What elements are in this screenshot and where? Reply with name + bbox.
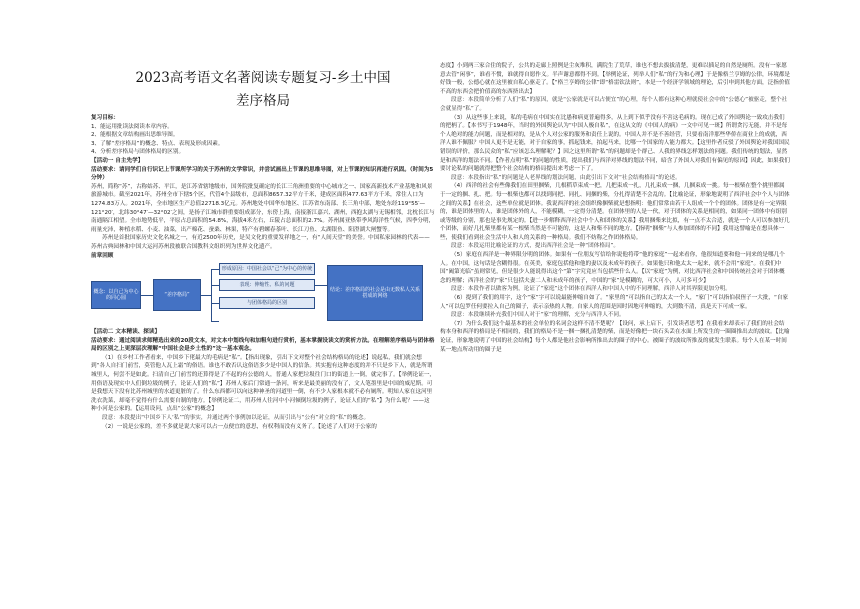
doc-title: 2023高考语文名著阅读专题复习-乡土中国: [135, 70, 391, 86]
suzhou-paragraph: 苏州，简称“苏”，古称姑苏、平江，是江苏省辖地级市，国务院批复确定的长江三角洲重要的中心城市之一、国家高新技术产业基地和风景旅游城市。截至2021年，苏州全市下辖5个区，代管4个县级市，总面积8657.32平方千米，建成区面积477.63平方千米，常住人口为1274.83万人。2021年，全市地区生产总值22718.3亿元。苏州地处中国华东地区、江苏省东南部、长三角中部，地处东经119°55′—121°20′，北纬30°47′—32°02′之间，是扬子江城市群重要组成部分，东傍上海，南接浙江嘉兴、湖州，西抱太湖与无锡相邻，北枕长江与南通隔江相望。全市地势低平，平原占总面积的54.8%，海拔4米左右，丘陵占总面积的2.7%。苏州属亚热带季风海洋性气候，四季分明，雨量充沛，种植水稻、小麦、油菜，出产棉花、蚕桑、林果，特产有碧螺春茶叶、长江刀鱼、太湖银鱼、阳澄湖大闸蟹等。: [91, 183, 435, 233]
mind-map-branch: 表现：伸缩性、私的问题: [219, 279, 315, 291]
goal-item: 1、能运用批读法阅读本章内容。: [91, 123, 173, 130]
suzhou-paragraph-2: 苏州是首批国家历史文化名城之一，有近2500年历史，是吴文化的重要发祥地之一，有“人间天堂”的美誉。中国私家园林的代表——苏州古典园林和中国大运河苏州段被联合国教科文组织列为世界文化遗产。: [91, 235, 430, 250]
mind-map-branch: 与团体格局的区别: [219, 297, 315, 309]
mind-map-branch: 形成原因：中国社会以“己”为中心的传统: [219, 263, 315, 275]
mind-map: [91, 263, 435, 325]
doc-subtitle: 差序格局: [236, 93, 290, 109]
activity2-requirement: 活动要求：通过阅读求师精选出来的20段文本，对文本中划线句和加粗句进行赏析，基本掌握设读文的赏析方法。在理解差序格局与团体格局的区别之上更深层次理解“中国社会是乡土性的”这一基本观念。: [91, 337, 435, 353]
goal-item: 4、分析差序格局与团体格局的区别。: [91, 149, 185, 156]
text-paragraph-4: （4）西洋的社会有些像我们在田里捆柴，几根稻草束成一把，几把束成一扎，几扎束成一捆，几捆束成一挑。每一根柴在整个挑里都属于一定的捆、扎、把。每一根柴也都可以找到同把、同扎、同捆的柴，分扎得清楚不会乱的。【比喻论证，形象地说明了西洋社会中个人与团体之间的关系】在社会，这些单位就是团体。我说西洋的社会组织像捆柴就是想指明：他们常常由若干人组成一个个的团体。团体是有一定界限的，谁是团体里的人，谁是团体外的人，不能模糊，一定得分清楚。在团体里的人是一伙，对于团体的关系是相同的，如果同一团体中有组别或等级的分别，那也是事先规定的。【进一步解释西洋社会中个人和团体的关系】我用捆柴来比拟，有一点不太合适，就是一个人可以参加好几个团体，而好几扎柴里都有某一根柴当然是不可能的，这是人和柴不同的地方。【指明“捆柴”与人参加团体的不同】我用这譬喻是在想具体一些，使我们看到社会生活中人和人的关系的一种格局。我们不妨称之作团体格局。: [440, 183, 790, 241]
text-paragraph-6: （6）提到了我们的用字，这个“家”字可以说最能伸缩自如了。“家里的”可以指自己的太太一个人，“家门”可以指伯叔侄子一大批，“自家人”可以包罗任何要拉入自己的圈子，表示亲热的人物。自家人的范围是因时因地可伸缩的，大到数不清，真是天下可成一家。: [440, 295, 789, 310]
goal-item: 2、能根据文章结构画出思维导图。: [91, 132, 179, 139]
goals-heading: 复习目标：: [91, 115, 119, 121]
text-paragraph-1: （1）在乡村工作者看来，中国乡下佬最大的毛病是“私”。【指出现象，引出下文对整个社会结构格局的论述】说起私，我们就会想到“各人自扫门前雪，莫管他人瓦上霜”的俗语。谁也不敢否认这俗语多少是中国人的信条。其实抱有这种态度的并不只是乡下人，就是所谓城里人，何尝不是如此。扫清自己门前雪的还算得是了不起的有公德的人，普通人家把垃圾往门口的街道上一倒，就完事了。【举例论证一，用俗语及现实中人们倒垃圾的例子，论证人们的“私”】苏州人家后门常通一条河，听来是最美丽的没有了，文人笔墨里是中国的威尼斯。可是我想天下没有比苏州城里的水道更脏的了。什么东西都可以向这种神圣的河道里一倒，有不少人家根本就不必有厕所。明知人家在这河里洗衣洗菜，却毫不觉得有什么需要自制的地方。【举例论证二，用苏州人往河中小河倾倒垃圾的例子，论证人们的“私”】为什么呢？——这种小河是公家的。【运用设问，点出“公家”的概念】: [91, 354, 436, 413]
paragraph-note-2: 段意：本段简单分析了人们“私”的原因，就是“公家就是可以占便宜”的心理，每个人都有这种心理就使社会中的“公德心”被驱走，整个社会就显得“私”了。: [440, 97, 788, 112]
text-paragraph-2-cont: 态度】小到两三家合住的院子，公共的走廊上照例是尘灰堆积，满院生了荒草，谁也不想去拔拔清楚，更难以插足的自然是厕所。没有一家愿意去管“闲事”，谁看不惯，谁就得自愿作义。半声谢意都得不到。【举例论证，列举人们“私”的行为和心理】于是像格兰亨姆的公律，环境都是好钱一般，公德心就在这里被自私心驱走了。【“格兰亨姆的公律”即“格雷钦法则”，本是一个经济学领域的理论，后引申到其他方面，泛指价值不高的东西会把价值高的东西挤出去】: [440, 63, 791, 95]
paragraph-note-1: 段意：本段提出“中国乡下人‘私’”的事实，并通过两个事例加以论证，从而引出与“公有”对立的“私”的概念。: [102, 415, 370, 422]
review-heading: 前章回顾: [91, 252, 114, 259]
mind-map-center: “差序格局”: [153, 279, 201, 311]
text-paragraph-5: （5）家庭在西洋是一种界限分明的团体。如果有一位朋友写信给你说他将带“他的家庭”一起来看你，他很知道要和他一同来的是哪几个人。在中国，这句话是含糊得很。在英美，家庭包括他和他的妻以及未成年的孩子。如果他只和他太太一起来，就不会用“家庭”。在我们中国“阖第光临”虽则常见，但是很少人能说得出这个“第”字究竟应当包括些什么人。【以“家庭”为例，对比西洋社会和中国传统社会对于团体概念的理解；西洋社会的“家”只包括夫妻二人和未成年的孩子，中国的“家”是模糊的，可大可小，人可多可少】: [440, 252, 785, 284]
paragraph-note-4: 段意：本段运用比喻论证的方式，提出西洋社会是一种“团体格局”。: [451, 243, 620, 250]
activity1-requirement: 活动要求：请同学们自行识记上节课所学习的关于苏州的文学常识，并尝试画出上节课的思维导图，对上节课的知识再进行巩固。（时间为5分钟）: [91, 166, 434, 182]
right-column: [440, 62, 790, 354]
paragraph-note-6: 段意：本段继续补充我们中国人对于“家”的理解，充分与西洋人不同。: [451, 312, 625, 319]
mind-map-left-box: 概念：以自己为中心的同心圆: [91, 281, 141, 309]
text-paragraph-2: （2）一说是公家的，差不多就是说大家可以占一点便宜的意思，有权利而没有义务了。【论述了人们对于公家的: [102, 423, 377, 430]
activity2-heading: 【活动二 文本精读、探读】: [91, 329, 161, 336]
text-paragraph-3: （3）从这些事上来说，私的毛病在中国实在比愚和病更普遍得多，从上到下似乎没有不害这毛病的。现在已成了外国舆论一致攻击我们的把柄了。【本书写于1948年，当时的外国舆论认为“中国人极自私”，在这从文的《中国人的病》一文中可见一斑】所谓贪污无能，并不是每个人绝对的能力问题，而是相对的，是从个人对公家的服务和责任上说的。中国人并不是不善经营，只要看南洋那些华侨在商业上的成就，西洋人谁不佩服？中国人更不是无能，对于自家的事，抓起钱来，拍起马来，比哪一个国家的人能力都大。【这里作者反驳了外国舆论对我国国民错误的评价，那么民众的“私”应该怎么理解呢？】因之这里所谓“私”的问题却是个群己、人我的界线怎样划法的问题。我们传统的划法，显然是和西洋的划法不同。【作者点明“私”的问题的性质，提出我们与西洋对界线的划法不同，暗含了外国人对我们有偏见的原因】因此，如果我们要讨论私的问题就得把整个社会结构的格局提出来考虑一下了。: [440, 114, 790, 173]
text-paragraph-7: （7）为什么我们这个最基本的社会单位的名词会这样不清不楚呢？【设问，承上启下，引发读者思考】在我看来却表示了我们的社会结构本身和西洋的格局是不相同的，我们的格局不是一捆一捆扎清楚的柴，而是好像把一块石头丢在水面上所发生的一圈圈推出去的波纹。【比喻论证，形象地说明了中国的社会结构】每个人都是他社会影响所推出去的圈子的中心。被圈子的波纹所推及的就发生联系。每个人在某一时间某一地点所动用的圈子是: [440, 320, 790, 353]
mind-map-conclusion: 结论：差序格局的社会是由无数私人关系搭成的网络: [327, 265, 423, 321]
activity1-heading: 【活动一 自主先学】: [91, 157, 144, 164]
paragraph-note-5: 段意：本段作者以做客为例，论证了“家庭”这个团体在西洋人和中国人中的不同理解，西洋人对其界限更加分明。: [451, 286, 731, 293]
paragraph-note-3: 段意：本段指出“私”的问题是人老界线的划法问题，由此引出下文对“社会结构格局”的论述。: [451, 174, 681, 181]
goal-item: 3、了解“差序格局”的概念、特点、表现及形成因素。: [91, 140, 224, 147]
